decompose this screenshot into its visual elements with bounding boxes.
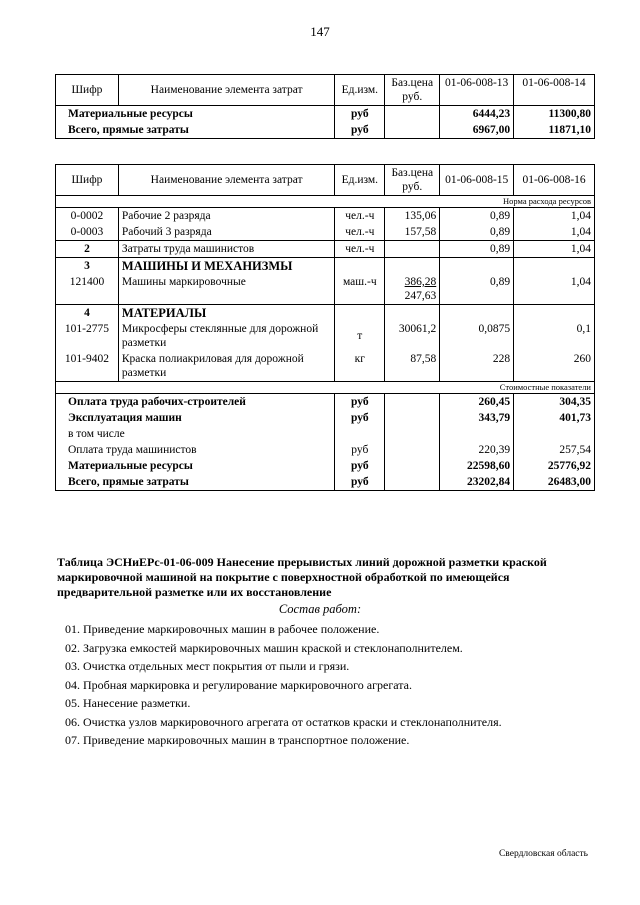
empty-cell [385,394,440,411]
list-item: 03. Очистка отдельных мест покрытия от пыли и грязи. [65,659,350,673]
empty-cell [440,305,514,322]
header-cell: Шифр [56,165,119,196]
row-label: Эксплуатация машин [56,410,335,426]
value-cell: 1,04 [514,224,595,241]
empty-cell [514,305,595,322]
value-cell: 401,73 [514,410,595,426]
header-cell: Баз.цена руб. [385,165,440,196]
price-value-secondary: 247,63 [404,290,437,302]
price-cell: 30061,2 [385,321,440,351]
price-cell: 157,58 [385,224,440,241]
empty-cell [385,474,440,491]
header-cell: 01-06-008-13 [440,75,514,106]
price-cell [385,274,440,305]
header-cell: Наименование элемента затрат [118,165,334,196]
value-cell: 1,04 [514,274,595,305]
empty-cell [514,426,595,442]
row-label: Материальные ресурсы [56,106,335,123]
section-row [56,305,595,322]
section-row [56,258,595,275]
cost-table-2 [55,164,595,491]
table-row [56,274,595,305]
unit-cell: руб [335,442,385,458]
row-label: в том числе [56,426,335,442]
section-number: 3 [56,258,119,275]
value-cell: 11300,80 [514,106,595,123]
section-title: МАШИНЫ И МЕХАНИЗМЫ [118,258,334,275]
price-cell [385,106,440,123]
unit-cell: руб [335,410,385,426]
empty-cell [335,305,385,322]
cost-table-1 [55,74,595,139]
name-cell: Рабочий 3 разряда [118,224,334,241]
page-number: 147 [310,24,330,39]
works-list [65,620,605,750]
empty-cell [385,410,440,426]
cost-row [56,394,595,411]
code-cell: 101-2775 [56,321,119,351]
cost-label: Стоимостные показатели [56,382,595,394]
name-cell: Микросферы стеклянные для дорожной разметки [118,321,334,351]
section-number: 4 [56,305,119,322]
row-label: Всего, прямые затраты [56,474,335,491]
norm-label: Норма расхода ресурсов [56,196,595,208]
value-cell: 220,39 [440,442,514,458]
header-cell: 01-06-008-15 [440,165,514,196]
value-cell: 6967,00 [440,122,514,139]
price-cell: 87,58 [385,351,440,382]
header-cell: Ед.изм. [335,165,385,196]
code-cell: 2 [56,241,119,258]
unit-cell: кг [335,351,385,382]
code-cell: 0-0003 [56,224,119,241]
row-label: Всего, прямые затраты [56,122,335,139]
price-cell [385,122,440,139]
list-item: 05. Нанесение разметки. [65,696,191,710]
price-cell [385,241,440,258]
unit-cell: т [335,321,385,351]
table-row [56,241,595,258]
unit-cell: руб [335,394,385,411]
empty-cell [440,426,514,442]
header-cell: Баз.цена руб. [385,75,440,106]
cost-row [56,474,595,491]
cost-row [56,442,595,458]
value-cell: 228 [440,351,514,382]
empty-cell [440,258,514,275]
unit-cell: руб [335,474,385,491]
code-cell: 0-0002 [56,208,119,225]
empty-cell [385,442,440,458]
list-item: 07. Приведение маркировочных машин в транспортное положение. [65,733,410,747]
name-cell: Затраты труда машинистов [118,241,334,258]
table-row [56,321,595,351]
row-label: Материальные ресурсы [56,458,335,474]
price-cell: 135,06 [385,208,440,225]
table-header-row [56,75,595,106]
value-cell: 22598,60 [440,458,514,474]
norm-label-row [56,196,595,208]
value-cell: 0,89 [440,241,514,258]
row-label: Оплата труда машинистов [56,442,335,458]
table-row [56,122,595,139]
value-cell: 26483,00 [514,474,595,491]
empty-cell [335,258,385,275]
list-item: 04. Пробная маркировка и регулирование маркировочного агрегата. [65,677,412,692]
table-row [56,106,595,123]
cost-label-row [56,382,595,394]
empty-cell [385,458,440,474]
value-cell: 343,79 [440,410,514,426]
header-cell: 01-06-008-16 [514,165,595,196]
footer-region: Свердловская область [498,849,588,859]
section-title: Таблица ЭСНиЕРс-01-06-009 Нанесение прерывистых линий дорожной разметки краской маркировочной машиной на покрытие с поверхностной обработкой по имеющейся предварительной разметке или их восстановление [57,555,547,599]
value-cell: 0,0875 [440,321,514,351]
table-row [56,224,595,241]
value-cell: 25776,92 [514,458,595,474]
list-item: 01. Приведение маркировочных машин в рабочее положение. [65,622,380,636]
empty-cell [385,305,440,322]
unit-cell: чел.-ч [335,224,385,241]
unit-cell: чел.-ч [335,208,385,225]
empty-cell [335,426,385,442]
cost-row [56,426,595,442]
works-heading: Состав работ: [278,602,362,616]
empty-cell [514,258,595,275]
value-cell: 257,54 [514,442,595,458]
name-cell: Краска полиакриловая для дорожной разметки [118,351,334,382]
header-cell: 01-06-008-14 [514,75,595,106]
value-cell: 0,1 [514,321,595,351]
table-header-row [56,165,595,196]
price-value: 386,28 [404,276,437,288]
code-cell: 121400 [56,274,119,305]
value-cell: 23202,84 [440,474,514,491]
list-item: 06. Очистка узлов маркировочного агрегата от остатков краски и стеклонаполнителя. [65,714,502,729]
value-cell: 260 [514,351,595,382]
value-cell: 0,89 [440,274,514,305]
empty-cell [385,258,440,275]
value-cell: 1,04 [514,241,595,258]
cost-row [56,410,595,426]
name-cell: Машины маркировочные [118,274,334,305]
value-cell: 304,35 [514,394,595,411]
header-cell: Шифр [56,75,119,106]
value-cell: 11871,10 [514,122,595,139]
name-cell: Рабочие 2 разряда [118,208,334,225]
value-cell: 0,89 [440,224,514,241]
value-cell: 260,45 [440,394,514,411]
unit-cell: руб [335,122,385,139]
unit-cell: маш.-ч [335,274,385,305]
row-label: Оплата труда рабочих-строителей [56,394,335,411]
table-row [56,208,595,225]
header-cell: Наименование элемента затрат [118,75,334,106]
cost-row [56,458,595,474]
unit-cell: чел.-ч [335,241,385,258]
code-cell: 101-9402 [56,351,119,382]
unit-cell: руб [335,458,385,474]
list-item: 02. Загрузка емкостей маркировочных машин краской и стеклонаполнителем. [65,640,463,655]
table-row [56,351,595,382]
value-cell: 1,04 [514,208,595,225]
unit-cell: руб [335,106,385,123]
section-title: МАТЕРИАЛЫ [118,305,334,322]
empty-cell [385,426,440,442]
header-cell: Ед.изм. [335,75,385,106]
value-cell: 0,89 [440,208,514,225]
value-cell: 6444,23 [440,106,514,123]
